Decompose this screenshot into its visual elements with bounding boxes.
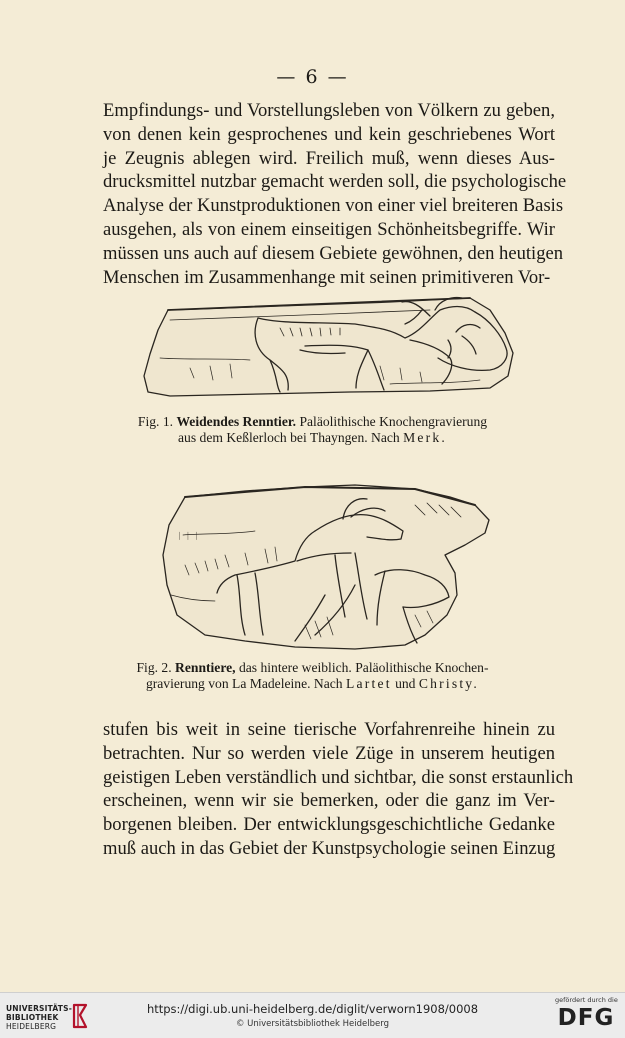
- text-line: Menschen im Zusammenhange mit seinen primitiveren Vor-: [103, 266, 551, 288]
- permalink-url[interactable]: https://digi.ub.uni-heidelberg.de/diglit/verworn1908/0008: [146, 1002, 479, 1016]
- figure-title: Renntiere,: [175, 660, 236, 675]
- figure-label: Fig. 2.: [136, 660, 172, 675]
- library-name-line: UNIVERSITÄTS-: [6, 1004, 73, 1013]
- viewer-footer: [0, 992, 625, 1038]
- caption-author: Christy.: [418, 675, 480, 691]
- figure-1-caption: [80, 414, 545, 445]
- library-name-line: HEIDELBERG: [6, 1022, 57, 1031]
- funder-mark: DFG: [557, 1005, 615, 1031]
- caption-text: aus dem Keßlerloch bei Thayngen. Nach: [178, 429, 400, 445]
- dfg-logo[interactable]: [555, 996, 617, 1036]
- caption-text: und: [395, 675, 416, 691]
- text-line: muß auch in das Gebiet der Kunstpsychologie seinen Einzug: [103, 837, 556, 859]
- caption-line: [80, 676, 545, 692]
- text-line: drucksmittel nutzbar gemacht werden soll, die psychologische: [103, 171, 567, 193]
- figure-title: Weidendes Renntier.: [176, 414, 297, 429]
- text-line: Empfindungs- und Vorstellungsleben von Völkern zu geben,: [103, 100, 555, 121]
- text-line: ausgehen, als von einem einseitigen Schönheitsbegriffe. Wir: [103, 218, 555, 240]
- library-name-line: BIBLIOTHEK: [6, 1013, 59, 1022]
- text-line: betrachten. Nur so werden viele Züge in unserem heutigen: [103, 742, 555, 764]
- paragraph-1: [103, 99, 567, 289]
- caption-text: das hintere weiblich. Paläolithische Knochen-: [238, 660, 489, 675]
- text-line: stufen bis weit in seine tierische Vorfahrenreihe hinein zu: [103, 719, 555, 740]
- figure-1-reindeer-engraving: [130, 288, 520, 408]
- figure-2-caption: [80, 660, 545, 691]
- figure-label: Fig. 1.: [137, 414, 174, 429]
- text-line: Analyse der Kunstproduktionen von einer viel breiteren Basis: [103, 195, 564, 217]
- caption-author: Merk.: [403, 429, 447, 445]
- caption-text: Paläolithische Knochengravierung: [299, 414, 488, 429]
- svg-text:ᛁ ᛁ ᛁ: ᛁ ᛁ ᛁ: [177, 532, 199, 542]
- text-line: geistigen Leben verständlich und sichtbar, die sonst erstaunlich: [103, 766, 574, 788]
- figure-2-reindeer-engraving: [155, 475, 495, 655]
- text-line: von denen kein gesprochenes und kein geschriebenes Wort: [103, 123, 555, 145]
- text-line: borgenen bleiben. Der entwicklungsgeschichtliche Gedanke: [103, 814, 555, 836]
- caption-author: Lartet: [346, 675, 392, 691]
- funder-prefix: gefördert durch die: [555, 996, 618, 1004]
- text-line: erscheinen, wenn wir sie bemerken, oder die ganz im Ver-: [103, 790, 555, 812]
- caption-line: [80, 414, 545, 430]
- text-line: müssen uns auch auf diesem Gebiete gewöhnen, den heutigen: [103, 242, 564, 264]
- caption-text: gravierung von La Madeleine. Nach: [145, 675, 343, 691]
- caption-line: [80, 660, 545, 676]
- page-number: — 6 —: [276, 66, 349, 88]
- copyright-notice: © Universitätsbibliothek Heidelberg: [235, 1019, 389, 1029]
- text-line: je Zeugnis ablegen wird. Freilich muß, wenn dieses Aus-: [103, 147, 555, 169]
- caption-line: [80, 430, 545, 446]
- paragraph-2: [103, 718, 574, 861]
